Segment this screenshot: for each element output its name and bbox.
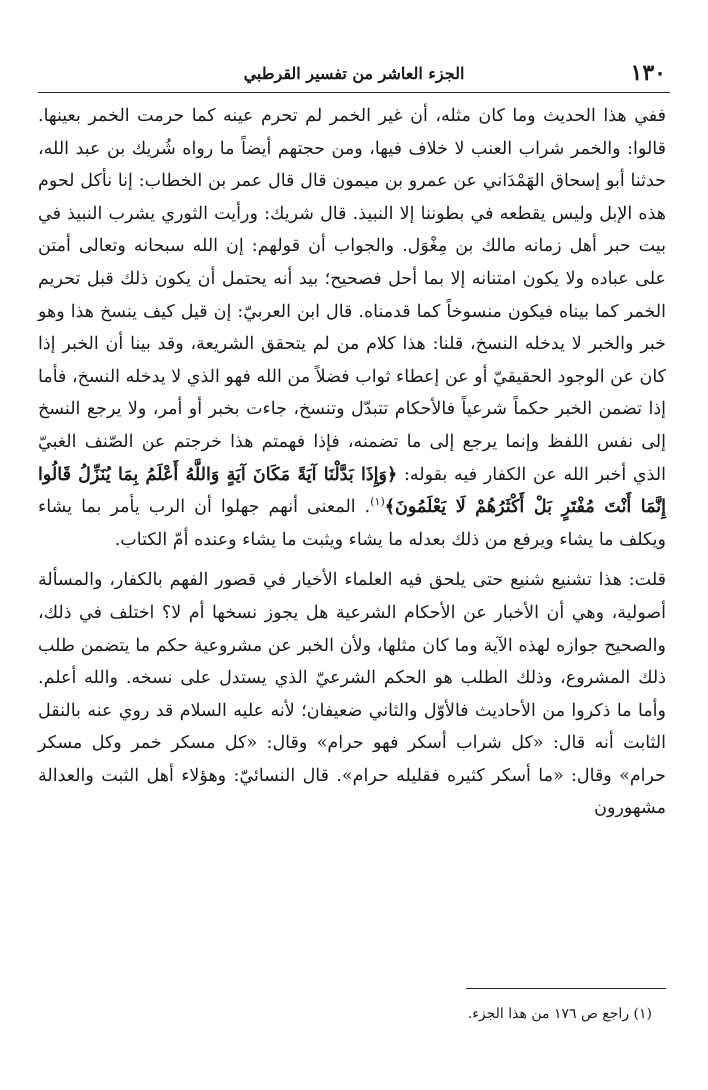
page-header — [38, 58, 670, 93]
paragraph-1-text-end: . المعنى أنهم جهلوا أن الرب يأمر بما يشاء ويكلف ما يشاء ويرفع من ذلك بعدله ما يشاء ويثبت ما يشاء وعنده أمّ الكتاب. — [38, 497, 666, 550]
footnote-divider — [466, 988, 666, 989]
paragraph-2: قلت: هذا تشنيع شنيع حتى يلحق فيه العلماء الأخيار في قصور الفهم بالكفار، والمسألة أصولية، وهي أن الأخبار عن الأحكام الشرعية هل يجوز نسخها أم لا؟ اختلف في ذلك، والصحيح جوازه لهذه الآية وما كان مثلها، ولأن الخبر عن مشروعية حكم ما يتضمن طلب ذلك المشروع، وذلك الطلب هو الحكم الشرعيّ الذي يستدل على نسخه. والله أعلم. وأما ما ذكروا من الأحاديث فالأوّل والثاني ضعيفان؛ لأنه عليه السلام قد روي عنه بالنقل الثابت أنه قال: «كل شراب أسكر فهو حرام» وقال: «كل مسكر خمر وكل مسكر حرام» وقال: «ما أسكر كثيره فقليله حرام». قال النسائيّ: وهؤلاء أهل الثبت والعدالة مشهورون — [38, 570, 666, 819]
quran-verse: ﴿وَإِذَا بَدَّلْنَا آيَةً مَكَانَ آيَةٍ وَاللَّهُ أَعْلَمُ بِمَا يُنَزِّلُ قَالُوا إِنَّمَا أَنْتَ مُفْتَرٍ بَلْ أَكْثَرُهُمْ لَا يَعْلَمُونَ﴾ — [38, 464, 666, 518]
main-text — [38, 100, 666, 825]
page-number: ١٣٠ — [630, 60, 666, 86]
running-title: الجزء العاشر من تفسير القرطبي — [243, 64, 465, 83]
footnote: (١) راجع ص ١٧٦ من هذا الجزء. — [467, 1006, 652, 1022]
footnote-marker: (١) — [370, 495, 385, 509]
paragraph-1-text: ففي هذا الحديث وما كان مثله، أن غير الخمر لم تحرم عينه كما حرمت الخمر بعينها. قالوا: والخمر شراب العنب لا خلاف فيها، ومن حجتهم أيضاً ما رواه شُريك بن عبد الله، حدثنا أبو إسحاق الهَمْدَاني عن عمرو بن ميمون قال قال عمر بن الخطاب: إنا نأكل لحوم هذه الإبل وليس يقطعه في بطوننا إلا النبيذ. قال شريك: ورأيت الثوري يشرب النبيذ في بيت حبر أهل زمانه مالك بن مِغْوَل. والجواب أن قولهم: إن الله سبحانه وتعالى أمتن على عباده ولا يكون امتنانه إلا بما أحل فصحيح؛ بيد أنه يحتمل أن يكون ذلك قبل تحريم الخمر كما بيناه فيكون منسوخاً كما قدمناه. قال ابن العربيّ: إن قيل كيف ينسخ هذا وهو خبر والخبر لا يدخله النسخ، قلنا: هذا كلام من لم يتحقق الشريعة، وقد بينا أن الخبر إذا كان عن الوجود الحقيقيّ أو عن إعطاء ثواب فضلاً من الله فهو الذي لا يدخله النسخ، فأما إذا تضمن الخبر حكماً شرعياً فالأحكام تتبدّل وتنسخ، جاءت بخبر أو أمر، ولا يرجع النسخ إلى نفس اللفظ وإنما يرجع إلى ما تضمنه، فإذا فهمتم هذا خرجتم عن الصّنف الغبيّ الذي أخبر الله عن الكفار فيه بقوله: — [38, 106, 666, 485]
paragraph-1 — [38, 100, 666, 556]
